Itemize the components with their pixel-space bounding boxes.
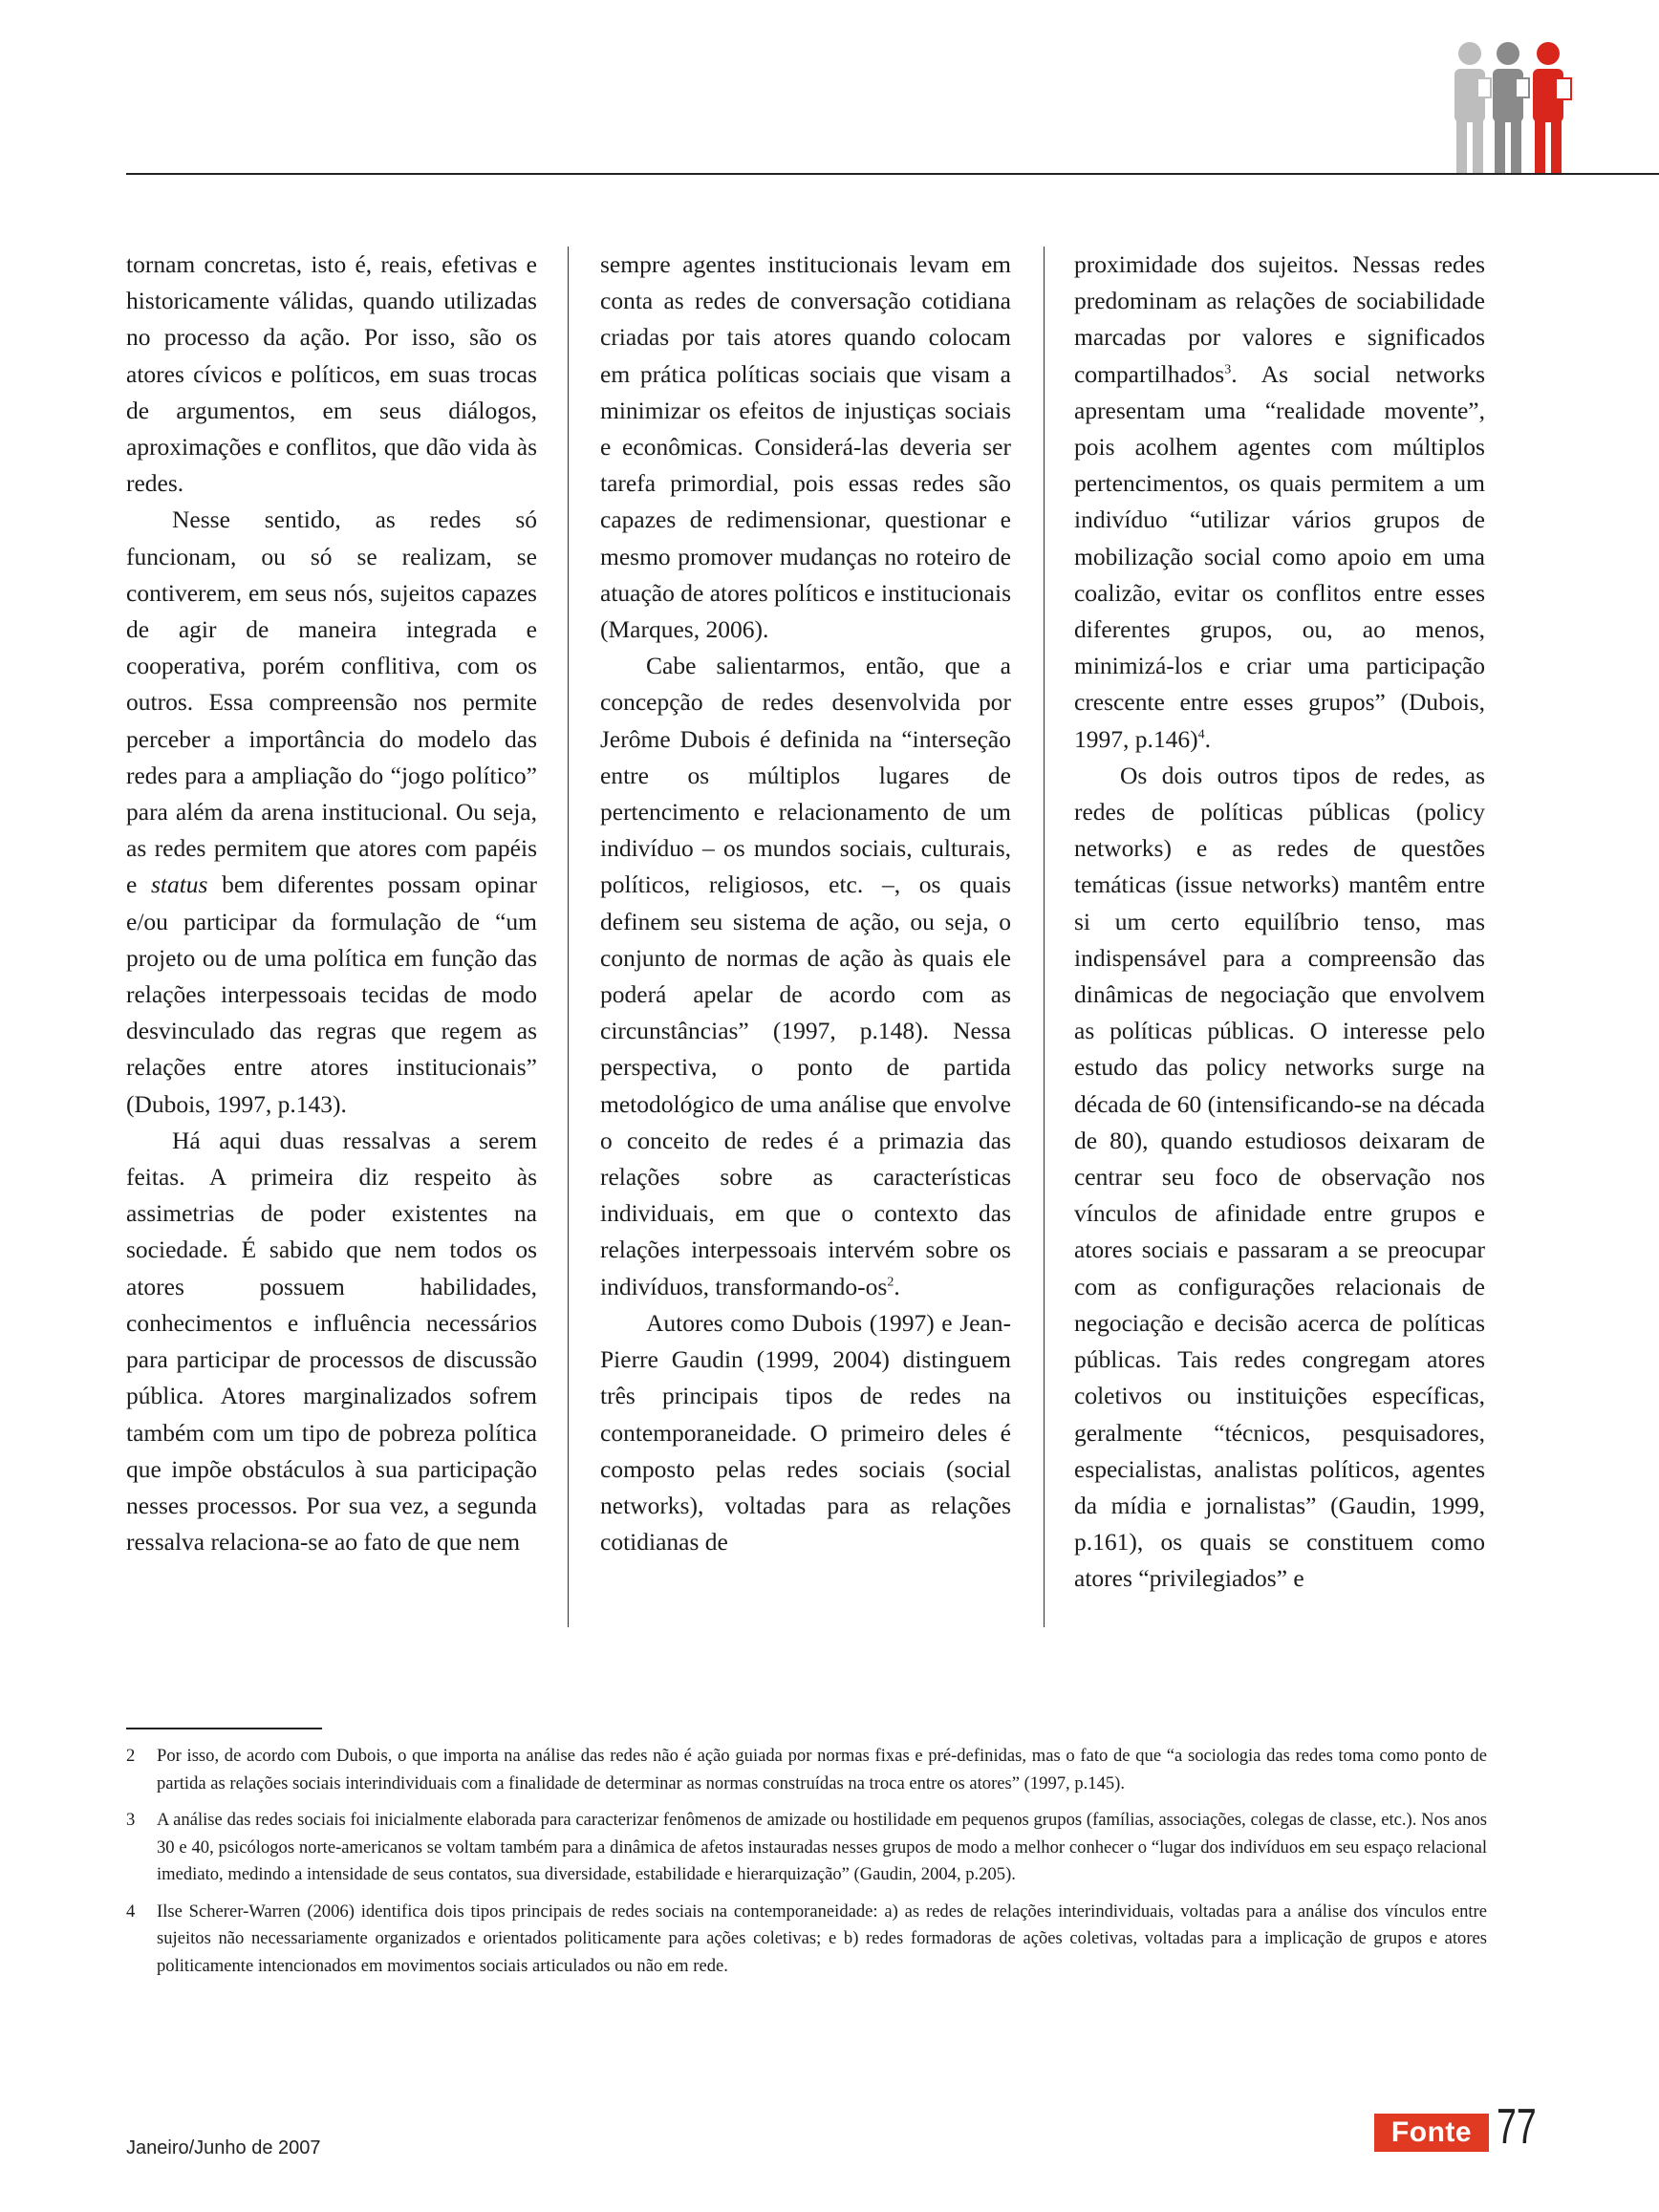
people-group-icon xyxy=(1441,40,1584,174)
text-column-2 xyxy=(600,247,1011,1560)
brand-logo: Fonte xyxy=(1374,2114,1489,2152)
footnote-number: 2 xyxy=(126,1746,136,1766)
emphasis: status xyxy=(150,870,208,899)
text-column-3 xyxy=(1074,247,1485,1598)
footnote-ref[interactable]: 2 xyxy=(887,1275,894,1290)
paragraph: tornam concretas, isto é, reais, efetivas e historicamente válidas, quando utilizadas no processo da ação. Por isso, são os atores cívicos e políticos, em suas trocas de argumentos, em seus diálogos, aproximações e conflitos, que dão vida às redes. xyxy=(126,250,537,498)
page-number: 77 xyxy=(1497,2099,1537,2155)
column-divider xyxy=(1044,247,1045,1627)
header-rule xyxy=(126,173,1659,175)
footnotes xyxy=(126,1743,1487,1989)
paragraph: Cabe salientarmos, então, que a concepção de redes desenvolvida por Jerôme Dubois é definida na “interseção entre os múltiplos lugares de pertencimento e relacionamento de um indivíduo – os mundos sociais, culturais, políticos, religiosos, etc. –, os quais definem seu sistema de ação, ou seja, o conjunto de normas de ação às quais ele poderá apelar de acordo com as circunstâncias” (1997, p.148). Nessa perspectiva, o ponto de partida metodológico de uma análise que envolve o conceito de redes é a primazia das relações sobre as características individuais, em que o contexto das relações interpessoais intervém sobre os indivíduos, transformando-$os^2$. xyxy=(600,652,1011,1300)
footnote-text: Por isso, de acordo com Dubois, o que importa na análise das redes não é ação guiada por normas fixas e pré-definidas, mas o fato de que “a sociologia das redes toma como ponto de partida as relações sociais interindividuais com a finalidade de determinar as normas construídas na troca entre os atores” (1997, p.145). xyxy=(157,1746,1487,1793)
paragraph: proximidade dos sujeitos. Nessas redes predominam as relações de sociabilidade marcadas por valores e significados compartilhados$^3$. As social networks apresentam uma “realidade movente”, pois acolhem agentes com múltiplos pertencimentos, os quais permitem a um indivíduo “utilizar vários grupos de mobilização social como apoio em uma coalizão, evitar os conflitos entre esses diferentes grupos, ou, ao menos, minimizá-los e criar uma participação crescente entre esses grupos” (Dubois, 1997, p.146)$^4$. xyxy=(1074,250,1485,753)
footnote-text: Ilse Scherer-Warren (2006) identifica dois tipos principais de redes sociais na contemporaneidade: a) as redes de relações interindividuais, voltadas para a análise dos vínculos entre sujeitos não necessariamente organizados e orientados politicamente para ações coletivas; e b) redes formadoras de ações coletivas, voltadas para a implicação de grupos e atores politicamente intencionados em movimentos sociais articulados ou não em rede. xyxy=(157,1901,1487,1976)
column-divider xyxy=(568,247,569,1627)
paragraph: Há aqui duas ressalvas a serem feitas. A primeira diz respeito às assimetrias de poder existentes na sociedade. É sabido que nem todos os atores possuem habilidades, conhecimentos e influência necessários para participar de processos de discussão pública. Atores marginalizados sofrem também com um tipo de pobreza política que impõe obstáculos à sua participação nesses processos. Por sua vez, a segunda ressalva relaciona-se ao fato de que nem xyxy=(126,1126,537,1557)
footnote-ref[interactable]: 4 xyxy=(1197,727,1205,742)
paragraph: sempre agentes institucionais levam em conta as redes de conversação cotidiana criadas por tais atores quando colocam em prática políticas sociais que visam a minimizar os efeitos de injustiças sociais e econômicas. Considerá-las deveria ser tarefa primordial, pois essas redes são capazes de redimensionar, questionar e mesmo promover mudanças no roteiro de atuação de atores políticos e institucionais (Marques, 2006). xyxy=(600,250,1011,644)
paragraph: Nesse sentido, as redes só funcionam, ou só se realizam, se contiverem, em seus nós, sujeitos capazes de agir de maneira integrada e cooperativa, porém conflitiva, com os outros. Essa compreensão nos permite perceber a importância do modelo das redes para a ampliação do “jogo político” para além da arena institucional. Ou seja, as redes permitem que atores com papéis e status bem diferentes possam opinar e/ou participar da formulação de “um projeto ou de uma política em função das relações interpessoais tecidas de modo desvinculado das regras que regem as relações entre atores institucionais” (Dubois, 1997, p.143). xyxy=(126,505,537,1118)
paragraph: Autores como Dubois (1997) e Jean-Pierre Gaudin (1999, 2004) distinguem três principais tipos de redes na contemporaneidade. O primeiro deles é composto pelas redes sociais (social networks), voltadas para as relações cotidianas de xyxy=(600,1308,1011,1557)
footnote-rule xyxy=(126,1728,322,1729)
text-column-1 xyxy=(126,247,537,1560)
footnote-number: 3 xyxy=(126,1810,136,1830)
issue-date: Janeiro/Junho de 2007 xyxy=(126,2137,321,2158)
footnote-number: 4 xyxy=(126,1901,136,1922)
footnote xyxy=(126,1899,1487,1981)
footnote-text: A análise das redes sociais foi inicialmente elaborada para caracterizar fenômenos de amizade ou hostilidade em pequenos grupos (famílias, associações, colegas de classe, etc.). Nos anos 30 e 40, psicólogos norte-americanos se voltam também para a dinâmica de afetos instauradas nesses grupos de modo a melhor conhecer o “lugar dos indivíduos em seu espaço relacional imediato, medindo a intensidade de seus contatos, sua diversidade, estabilidade e hierarquização” (Gaudin, 2004, p.205). xyxy=(157,1810,1487,1884)
footnote xyxy=(126,1807,1487,1889)
footnote xyxy=(126,1743,1487,1797)
footnote-ref[interactable]: 3 xyxy=(1224,362,1232,377)
paragraph: Os dois outros tipos de redes, as redes de políticas públicas (policy networks) e as redes de questões temáticas (issue networks) mantêm entre si um certo equilíbrio tenso, mas indispensável para a compreensão das dinâmicas de negociação que envolvem as políticas públicas. O interesse pelo estudo das policy networks surge na década de 60 (intensificando-se na década de 80), quando estudiosos deixaram de centrar seu foco de observação nos vínculos de afinidade entre grupos e atores sociais e passaram a se preocupar com as configurações relacionais de negociação e decisão acerca de políticas públicas. Tais redes congregam atores coletivos ou instituições específicas, geralmente “técnicos, pesquisadores, especialistas, analistas políticos, agentes da mídia e jornalistas” (Gaudin, 1999, p.161), os quais se constituem como atores “privilegiados” e xyxy=(1074,761,1485,1593)
